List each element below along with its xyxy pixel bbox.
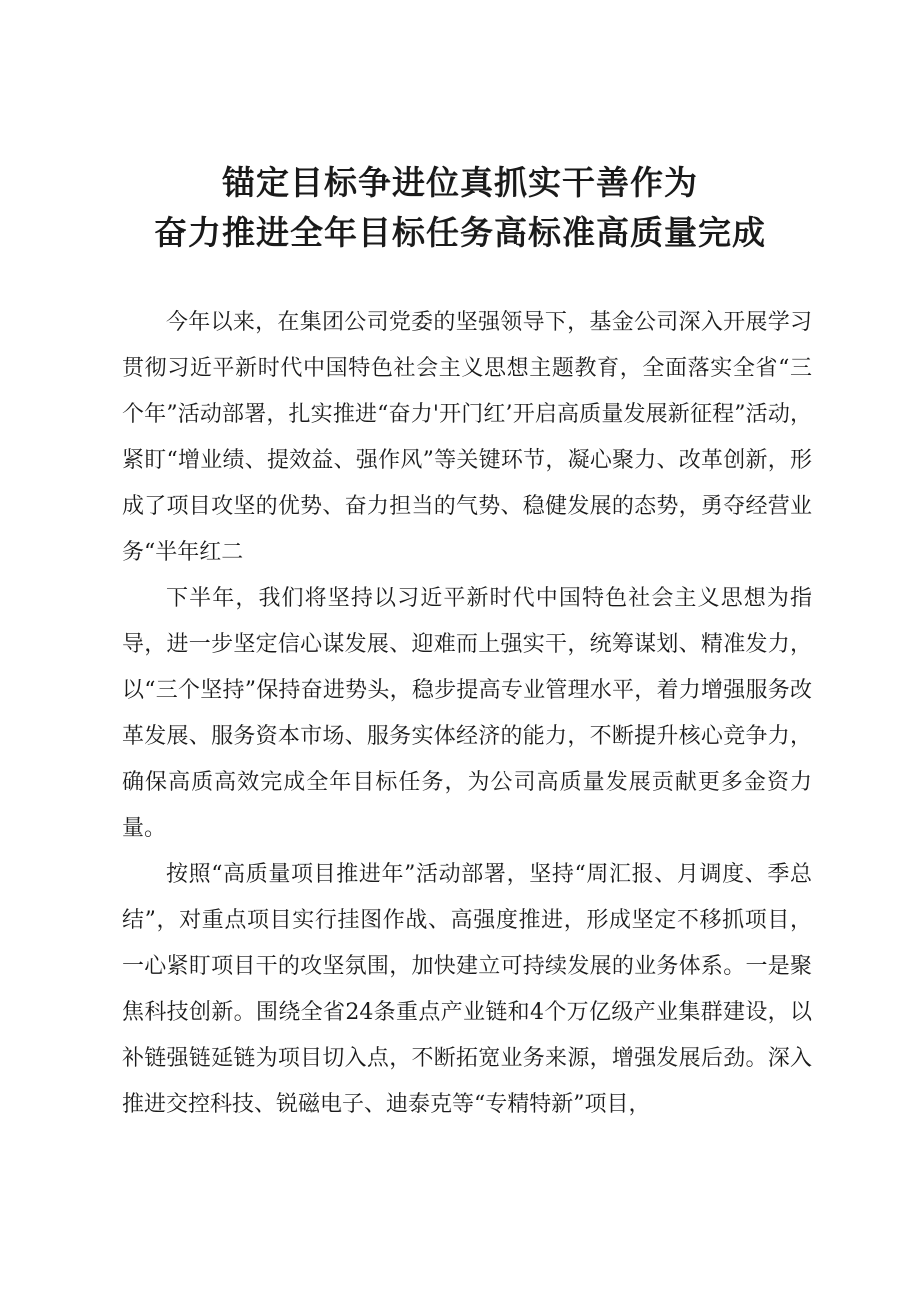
title-line-2: 奋力推进全年目标任务高标准高质量完成	[154, 213, 766, 252]
paragraph-1: 今年以来，在集团公司党委的坚强领导下，基金公司深入开展学习贯彻习近平新时代中国特色社会主义思想主题教育，全面落实全省“三个年”活动部署，扎实推进“奋力'开门红’开启高质量发展新征程”活动，紧盯“增业绩、提效益、强作风”等关键环节，凝心聚力、改革创新，形成了项目攻坚的优势、奋力担当的气势、稳健发展的态势，勇夺经营业务“半年红二	[122, 310, 812, 565]
title-line-1: 锚定目标争进位真抓实干善作为	[222, 163, 698, 202]
document-title	[0, 158, 920, 258]
document-body	[122, 300, 812, 1128]
paragraph-2: 下半年，我们将坚持以习近平新时代中国特色社会主义思想为指导，进一步坚定信心谋发展、迎难而上强实干，统筹谋划、精准发力，以“三个坚持”保持奋进势头，稳步提高专业管理水平，着力增强服务改革发展、服务资本市场、服务实体经济的能力，不断提升核心竞争力，确保高质高效完成全年目标任务，为公司高质量发展贡献更多金资力量。	[122, 586, 812, 841]
paragraph-3: 按照“高质量项目推进年”活动部署，坚持“周汇报、月调度、季总结”，对重点项目实行挂图作战、高强度推进，形成坚定不移抓项目，一心紧盯项目干的攻坚氛围，加快建立可持续发展的业务体系。一是聚焦科技创新。围绕全省24条重点产业链和4个万亿级产业集群建设，以补链强链延链为项目切入点，不断拓宽业务来源，增强发展后劲。深入推进交控科技、锐磁电子、迪泰克等“专精特新”项目，	[122, 862, 812, 1117]
